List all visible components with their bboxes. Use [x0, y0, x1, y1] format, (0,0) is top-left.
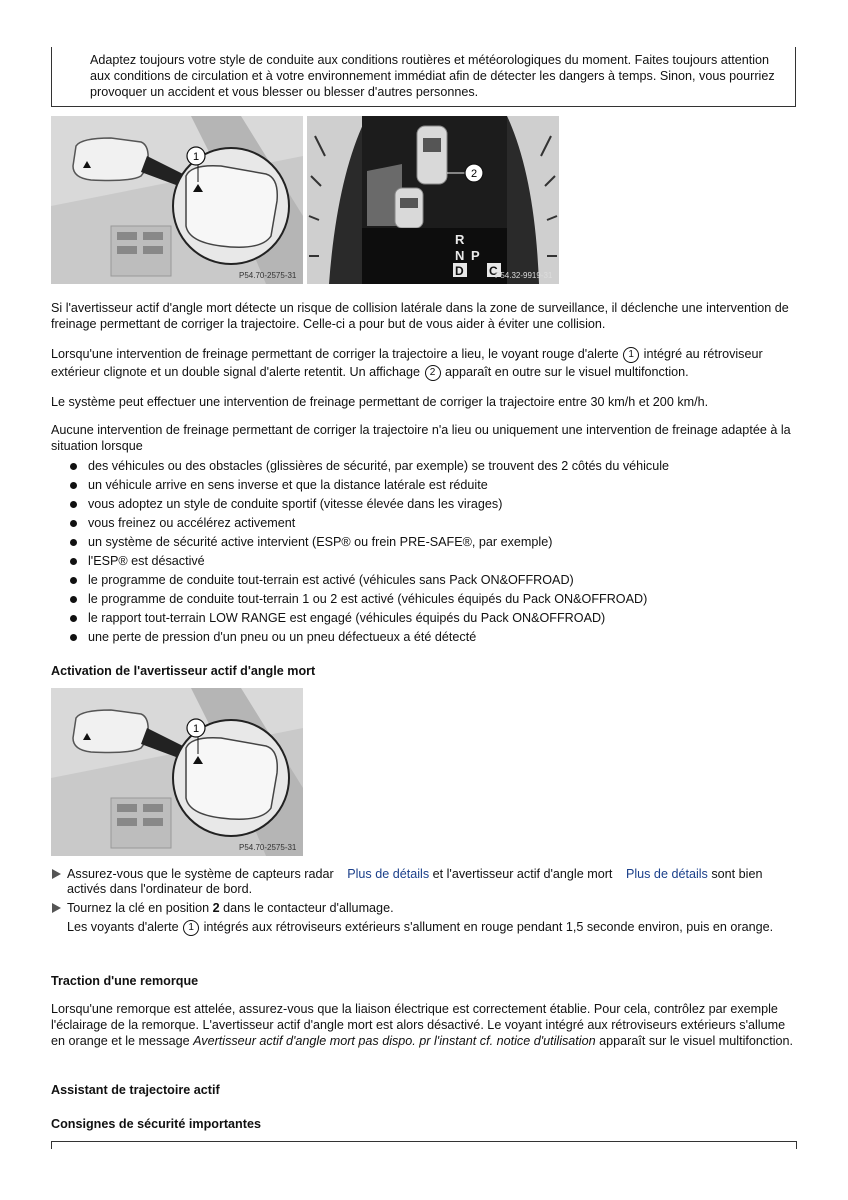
section-heading: Activation de l'avertisseur actif d'angle mort — [51, 664, 316, 678]
mirror-callout-1: 1 — [192, 151, 200, 163]
section-heading: Consignes de sécurité importantes — [51, 1117, 261, 1131]
paragraph: Si l'avertisseur actif d'angle mort détecte un risque de collision latérale dans la zone de surveillance, il déclenche une intervention de freinage permettant de corriger la trajectoire. Celle-ci a pour but de vous aider à éviter une collision. — [51, 301, 789, 331]
callout-2-icon: 2 — [425, 365, 441, 381]
step-result: Les voyants d'alerte 1 intégrés aux rétroviseurs extérieurs s'allument en rouge pendant 1,5 seconde environ, puis en orange. — [67, 920, 774, 934]
callout-1-icon: 1 — [183, 920, 199, 936]
details-link-blind-spot[interactable]: Plus de détails — [625, 867, 708, 881]
details-link-radar[interactable]: Plus de détails — [347, 867, 430, 881]
figure-ref: P54.70-2575-31 — [239, 271, 297, 280]
mirror-drawing — [51, 116, 303, 284]
cluster-drawing — [307, 116, 559, 284]
mirror-illustration — [51, 116, 303, 284]
section-heading: Assistant de trajectoire actif — [51, 1083, 220, 1097]
gear-r: R — [455, 232, 465, 247]
warning-text: Adaptez toujours votre style de conduite aux conditions routières et météorologiques du moment. Faites toujours attention aux conditions de circulation et à votre environnement immédiat afin de détecter les dangers à temps. Sinon, vous pourriez provoquer un accident et vous blesser ou blesser d'autres personnes. — [90, 53, 775, 99]
step-arrow-icon — [52, 869, 61, 879]
paragraph: Lorsqu'une intervention de freinage permettant de corriger la trajectoire a lieu, le voyant rouge d'alerte 1 intégré au rétroviseur extérieur clignote et un double signal d'alerte retentit. Un affichage 2 apparaît en outre sur le visuel multifonction. — [51, 347, 763, 379]
gear-n: N — [455, 248, 465, 263]
paragraph: Aucune intervention de freinage permettant de corriger la trajectoire n'a lieu ou uniquement une intervention de freinage adaptée à la situation lorsque — [51, 423, 791, 453]
step-continuation: activés dans l'ordinateur de bord. — [67, 882, 253, 896]
step-arrow-icon — [52, 903, 61, 913]
gear-c: C — [489, 264, 498, 278]
callout-1-icon: 1 — [623, 347, 639, 363]
paragraph: Lorsqu'une remorque est attelée, assurez-vous que la liaison électrique est correctement établie. Pour cela, contrôlez par exemple l'éclairage de la remorque. L'avertisseur actif d'angle mort est alors désactivé. Le voyant intégré aux rétroviseurs extérieurs s'allume en orange et le message Avertisseur actif d'angle mort pas dispo. pr l'instant cf. notice d'utilisation apparaît sur le visuel multifonction. — [51, 1002, 794, 1048]
section-heading: Traction d'une remorque — [51, 974, 199, 988]
figure-ref: P54.70-2575-31 — [239, 843, 297, 852]
mirror-callout-1: 1 — [192, 723, 200, 735]
gear-p: P — [471, 248, 480, 263]
mirror-illustration-2 — [51, 688, 303, 856]
cluster-illustration — [307, 116, 559, 284]
paragraph: Le système peut effectuer une intervention de freinage permettant de corriger la trajectoire entre 30 km/h et 200 km/h. — [51, 395, 709, 409]
figure-ref: P54.32-9919-31 — [495, 271, 553, 280]
safety-box — [51, 1141, 797, 1149]
gear-d: D — [455, 264, 464, 278]
cluster-callout-2: 2 — [470, 168, 478, 180]
mirror-drawing-2 — [51, 688, 303, 856]
warning-box — [51, 47, 796, 107]
